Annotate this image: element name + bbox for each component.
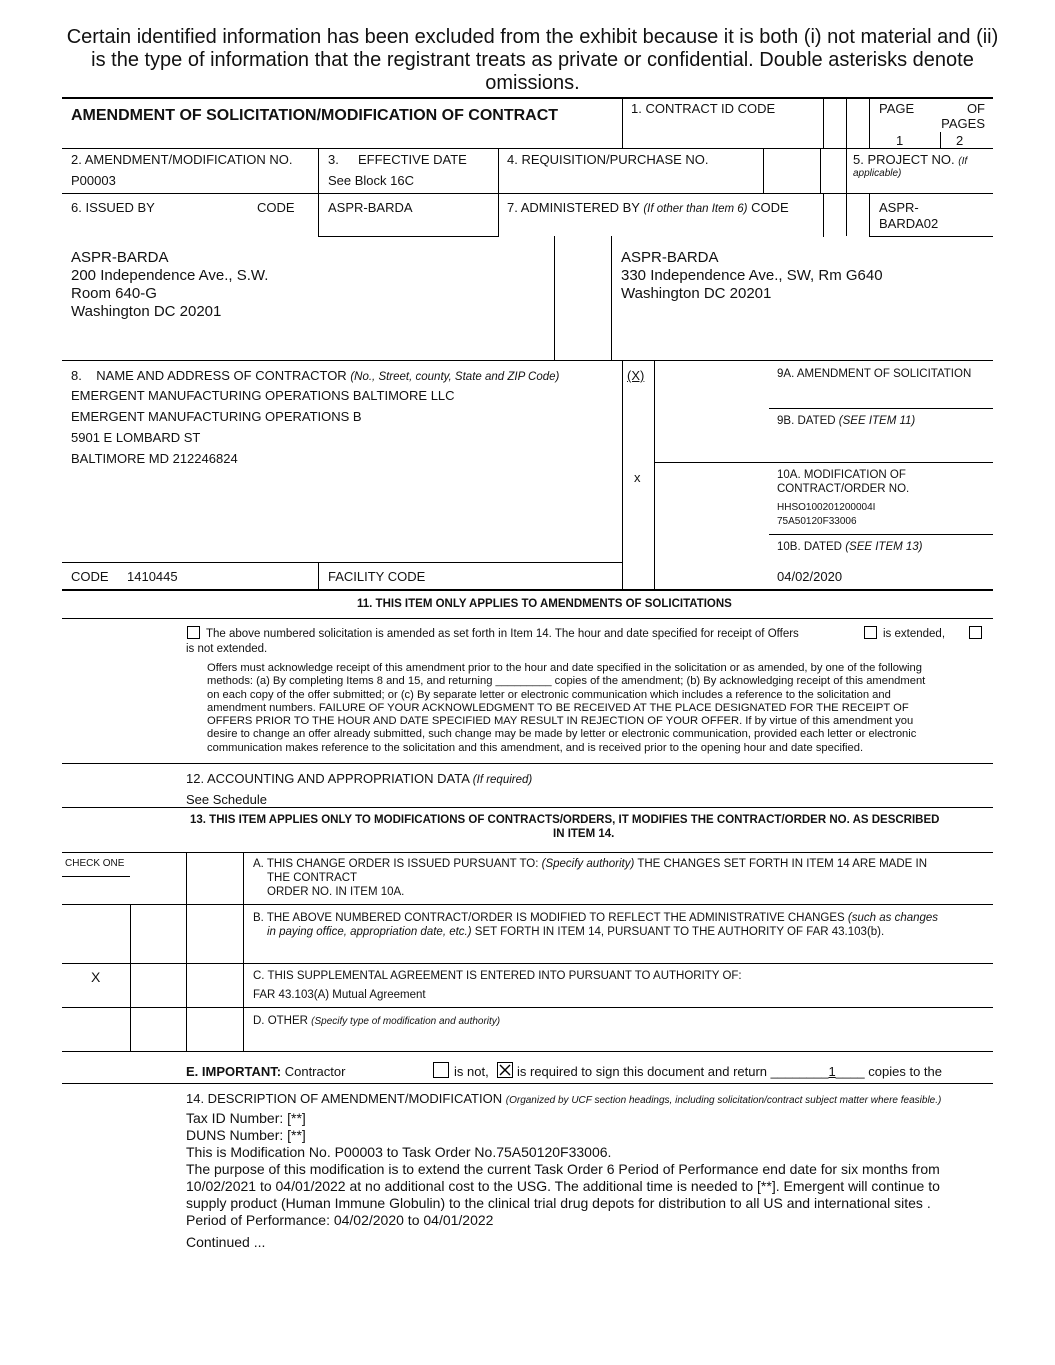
contract-order-no: HHSO100201200004I: [777, 502, 876, 513]
block10b-label: [777, 541, 923, 554]
divider: [622, 361, 623, 589]
divider: [940, 132, 941, 148]
contractor-code-label: CODE: [71, 569, 109, 584]
divider: [62, 148, 993, 149]
check-one-label: CHECK ONE: [65, 858, 125, 869]
description-line: DUNS Number: [**]: [186, 1127, 306, 1143]
is-required-label: [517, 1064, 942, 1079]
description-line: Tax ID Number: [**]: [186, 1110, 306, 1126]
important-label-text: E. IMPORTANT:: [186, 1064, 282, 1079]
item13a-text-2: THE CHANGES SET FORTH IN ITEM 14 ARE MADE IN: [637, 858, 928, 870]
project-no-label: [853, 152, 967, 168]
item13b-line2: [267, 926, 884, 939]
extended-checkbox[interactable]: [864, 626, 877, 639]
divider: [769, 408, 993, 409]
block10b-value: 04/02/2020: [777, 569, 843, 584]
notice-text: Certain identified information has been excluded from the exhibit because it is both (i) not material and (ii) is the type of information that the registrant treats as private or confidential. Double asterisks denote omissions.: [66, 26, 999, 94]
admin-address-line: ASPR-BARDA: [621, 249, 719, 266]
item11-para-line: communication makes reference to the solicitation and this amendment, and is received prior to the opening hour and date specified.: [207, 741, 864, 754]
item13a-line3: ORDER NO. IN ITEM 10A.: [267, 886, 405, 898]
effective-date-label: EFFECTIVE DATE: [358, 152, 467, 167]
requisition-label: 4. REQUISITION/PURCHASE NO.: [507, 152, 709, 167]
divider: [186, 853, 187, 1051]
redaction-notice: [60, 26, 1005, 95]
divider: [62, 1083, 993, 1084]
issued-address-line: Washington DC 20201: [71, 303, 222, 320]
divider: [62, 589, 993, 591]
item13c-line2: FAR 43.103(A) Mutual Agreement: [253, 989, 426, 1001]
divider: [62, 618, 993, 619]
block9b-text: 9B. DATED: [777, 415, 836, 427]
contract-id-label: 1. CONTRACT ID CODE: [631, 101, 776, 116]
modification-check-mark: x: [634, 470, 641, 485]
form-title: AMENDMENT OF SOLICITATION/MODIFICATION OF CONTRACT: [71, 107, 559, 124]
contractor-label-hint: (No., Street, county, State and ZIP Code): [350, 371, 560, 383]
item11-para-line: on each copy of the offer submitted; or (c) By separate letter or electronic communication which includes a reference to the solicitation and: [207, 688, 891, 701]
is-not-label: is not,: [454, 1064, 489, 1079]
copies-blank-post: ____: [835, 1064, 865, 1079]
issued-code-label: CODE: [257, 200, 295, 215]
contractor-label-text: NAME AND ADDRESS OF CONTRACTOR: [96, 368, 347, 383]
item11-para-line: Offers must acknowledge receipt of this amendment prior to the hour and date specified in the solicitation or as amended, by one of the following: [207, 662, 922, 674]
item13-title-2: IN ITEM 14.: [553, 828, 615, 840]
contractor-code-value: 1410445: [127, 569, 178, 584]
project-no-hint-2: applicable): [853, 168, 902, 179]
facility-code-label: FACILITY CODE: [328, 569, 426, 584]
divider: [823, 194, 824, 237]
item13b-hint-2: in paying office, appropriation date, etc.): [267, 926, 472, 938]
divider: [498, 149, 499, 237]
item13-title-1: 13. THIS ITEM APPLIES ONLY TO MODIFICATIONS OF CONTRACTS/ORDERS, IT MODIFIES THE CONTRACT/ORDER NO. AS DESCRIBED: [190, 814, 940, 826]
divider: [870, 236, 993, 237]
item13d-hint: (Specify type of modification and authority): [311, 1016, 501, 1027]
divider: [869, 98, 870, 148]
item11-paragraph: [207, 662, 992, 755]
item13b-text-2: SET FORTH IN ITEM 14, PURSUANT TO THE AUTHORITY OF FAR 43.103(b).: [474, 926, 885, 938]
divider: [62, 360, 993, 361]
total-pages: 2: [956, 133, 964, 148]
administered-by-hint: (If other than Item 6): [643, 203, 748, 215]
divider: [763, 149, 764, 193]
of-pages-label: OF PAGES: [941, 101, 985, 131]
divider: [130, 905, 131, 1051]
project-no-text: 5. PROJECT NO.: [853, 152, 955, 167]
admin-address-line: Washington DC 20201: [621, 285, 772, 302]
item13b-text: B. THE ABOVE NUMBERED CONTRACT/ORDER IS MODIFIED TO REFLECT THE ADMINISTRATIVE CHANGES: [253, 912, 845, 924]
divider: [622, 98, 623, 148]
item11-para-line: methods: (a) By completing Items 8 and 15, and returning _________ copies of the amendment; (b) By acknowledging receipt of this amendment: [207, 675, 926, 688]
divider: [846, 98, 847, 148]
divider: [611, 236, 612, 360]
page-number: 1: [896, 133, 904, 148]
issued-code-value: ASPR-BARDA: [328, 200, 413, 215]
is-not-checkbox[interactable]: [433, 1062, 449, 1078]
divider: [869, 194, 870, 237]
issued-address-line: 200 Independence Ave., S.W.: [71, 267, 269, 284]
block10a-label-1: 10A. MODIFICATION OF: [777, 469, 906, 481]
divider: [654, 462, 993, 463]
item12-value: See Schedule: [186, 792, 267, 807]
is-required-checkbox[interactable]: [497, 1062, 513, 1078]
block10a-label-2: CONTRACT/ORDER NO.: [777, 483, 910, 495]
important-contractor: Contractor: [284, 1064, 346, 1079]
amendment-no-value: P00003: [71, 173, 116, 188]
administered-code-2: BARDA02: [879, 216, 939, 231]
administered-by-label: [507, 200, 789, 216]
item13a-line2: THE CONTRACT: [267, 872, 358, 884]
important-label: [186, 1064, 345, 1079]
divider: [846, 149, 847, 236]
divider: [62, 562, 622, 563]
divider: [62, 876, 130, 877]
item12-hint: (If required): [472, 774, 533, 786]
block10b-hint: (SEE ITEM 13): [845, 541, 923, 553]
contractor-label: [71, 368, 559, 384]
administered-code-1: ASPR-: [879, 200, 919, 215]
item14-text: 14. DESCRIPTION OF AMENDMENT/MODIFICATION: [186, 1091, 503, 1106]
divider: [823, 98, 824, 148]
amendment-no-label: 2. AMENDMENT/MODIFICATION NO.: [71, 152, 293, 167]
admin-address-line: 330 Independence Ave., SW, Rm G640: [621, 267, 883, 284]
administered-code-label: CODE: [751, 200, 789, 215]
divider: [243, 853, 244, 1051]
block10b-text: 10B. DATED: [777, 541, 842, 553]
item13d-text: D. OTHER: [253, 1015, 308, 1027]
effective-date-num: 3.: [328, 152, 339, 167]
not-extended-checkbox[interactable]: [969, 626, 982, 639]
task-order-no: 75A50120F33006: [777, 516, 857, 527]
block9b-label: [777, 415, 915, 428]
item14-label: [186, 1091, 941, 1107]
checked-x-icon: [498, 1063, 512, 1077]
divider: [62, 807, 993, 808]
divider: [554, 236, 555, 360]
x-column-header: (X): [627, 368, 645, 383]
contractor-line: BALTIMORE MD 212246824: [71, 451, 238, 466]
contractor-line: 5901 E LOMBARD ST: [71, 430, 201, 445]
project-no-hint: (If: [958, 156, 968, 167]
item11-line1: The above numbered solicitation is amended as set forth in Item 14. The hour and date specified for receipt of Offers: [206, 628, 799, 640]
divider: [62, 963, 993, 964]
copies-count: 1: [828, 1064, 836, 1079]
effective-date-value: See Block 16C: [328, 173, 414, 188]
copies-blank: ________: [770, 1064, 829, 1079]
divider: [318, 149, 319, 237]
divider: [654, 361, 655, 589]
item14-description: [186, 1110, 940, 1229]
item11-title: 11. THIS ITEM ONLY APPLIES TO AMENDMENTS OF SOLICITATIONS: [357, 598, 732, 610]
item11-para-line: OFFERS PRIOR TO THE HOUR AND DATE SPECIFIED MAY RESULT IN REJECTION OF YOUR OFFER. If by virtue of this amendment you: [207, 715, 914, 728]
item13b-hint: (such as changes: [847, 912, 939, 924]
is-required-text: is required to sign this document and return: [517, 1064, 768, 1079]
divider: [62, 763, 993, 764]
description-line: supply product (Human Immune Globulin) to the clinical trial drug depots for distribution to all US and international sites .: [186, 1195, 931, 1211]
contractor-line: EMERGENT MANUFACTURING OPERATIONS B: [71, 409, 362, 424]
item11-para-line: amendment numbers. FAILURE OF YOUR ACKNOWLEDGMENT TO BE RECEIVED AT THE PLACE DESIGNATED FOR THE RECEIPT OF: [207, 701, 909, 714]
item13a-line1: [253, 858, 927, 871]
item13d-line: [253, 1015, 500, 1028]
contractor-label-num: 8.: [71, 368, 82, 383]
divider: [62, 1007, 993, 1008]
item13a-hint: (Specify authority): [541, 858, 635, 870]
divider: [820, 149, 821, 193]
divider: [62, 904, 993, 905]
divider: [318, 236, 498, 237]
description-line: This is Modification No. P00003 to Task Order No.75A50120F33006.: [186, 1144, 612, 1160]
item11-line2: is not extended.: [186, 643, 268, 655]
item11-para-line: desire to change an offer already submitted, such change may be made by letter or electronic communication, provided each letter or electronic: [207, 728, 917, 741]
item13b-line1: [253, 912, 938, 925]
description-line: 10/02/2021 to 04/01/2022 at no additional cost to the USG. The additional time is needed to [**]. Emergent will continue to: [186, 1178, 940, 1194]
continued-label: Continued ...: [186, 1234, 266, 1250]
issued-address-line: Room 640-G: [71, 285, 157, 302]
divider: [62, 852, 993, 853]
page-label: PAGE: [879, 101, 915, 116]
divider: [62, 193, 993, 194]
item13c-check-mark: X: [91, 969, 101, 985]
description-line: Period of Performance: 04/02/2020 to 04/01/2022: [186, 1212, 494, 1228]
item11-extended: is extended,: [883, 628, 946, 640]
item12-text: 12. ACCOUNTING AND APPROPRIATION DATA: [186, 771, 470, 786]
item13a-text: A. THIS CHANGE ORDER IS ISSUED PURSUANT TO:: [253, 858, 539, 870]
divider: [62, 1051, 993, 1052]
block9b-hint: (SEE ITEM 11): [838, 415, 916, 427]
description-line: The purpose of this modification is to extend the current Task Order 6 Period of Performance end date for six months from: [186, 1161, 940, 1177]
copies-to-text: copies to the: [868, 1064, 942, 1079]
contractor-line: EMERGENT MANUFACTURING OPERATIONS BALTIMORE LLC: [71, 388, 455, 403]
divider: [318, 563, 319, 589]
item13c-line1: C. THIS SUPPLEMENTAL AGREEMENT IS ENTERED INTO PURSUANT TO AUTHORITY OF:: [253, 970, 742, 982]
administered-by-text: 7. ADMINISTERED BY: [507, 200, 640, 215]
item12-label: [186, 771, 532, 787]
item14-hint: (Organized by UCF section headings, including solicitation/contract subject matter where feasible.): [505, 1095, 942, 1106]
amendment-of-solicitation-label: 9A. AMENDMENT OF SOLICITATION: [777, 368, 972, 380]
issued-by-label: 6. ISSUED BY: [71, 200, 155, 215]
solicitation-checkbox[interactable]: [187, 626, 200, 639]
form-top-border: [62, 97, 993, 99]
issued-address-line: ASPR-BARDA: [71, 249, 169, 266]
divider: [769, 534, 993, 535]
